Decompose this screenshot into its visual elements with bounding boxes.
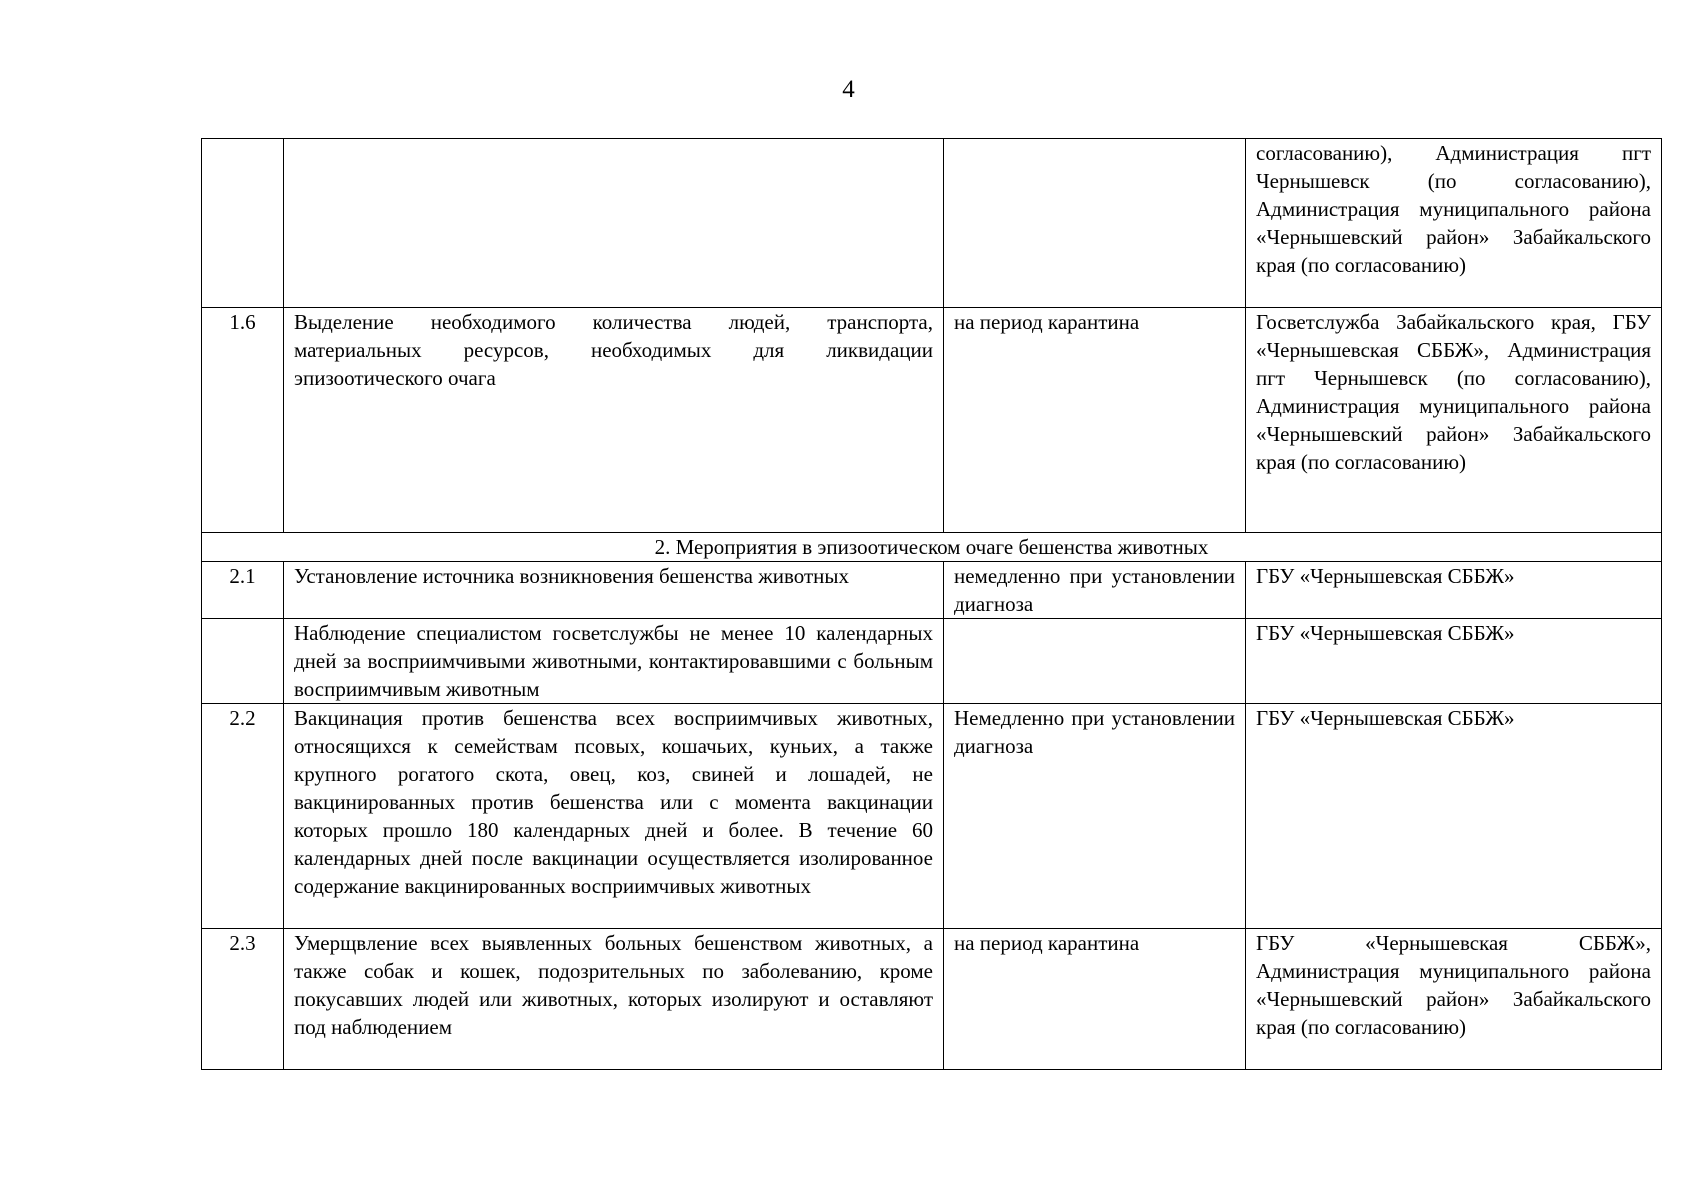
term-cell: немедленно при установлении диагноза xyxy=(944,562,1246,619)
responsible-cell: согласованию), Администрация пгт Чернышевск (по согласованию), Администрация муниципального района «Чернышевский район» Забайкальского края (по согласованию) xyxy=(1246,139,1662,308)
term-cell: на период карантина xyxy=(944,929,1246,1070)
table-row xyxy=(202,619,1662,704)
action-cell: Установление источника возникновения бешенства животных xyxy=(284,562,944,619)
responsible-cell: ГБУ «Чернышевская СББЖ» xyxy=(1246,562,1662,619)
responsible-cell: ГБУ «Чернышевская СББЖ» xyxy=(1246,619,1662,704)
row-number: 2.3 xyxy=(202,929,284,1070)
page-number: 4 xyxy=(842,76,855,103)
term-cell xyxy=(944,619,1246,704)
responsible-cell: ГБУ «Чернышевская СББЖ», Администрация муниципального района «Чернышевский район» Забайкальского края (по согласованию) xyxy=(1246,929,1662,1070)
table-row xyxy=(202,562,1662,619)
table-row xyxy=(202,139,1662,308)
section-row xyxy=(202,533,1662,562)
row-number xyxy=(202,139,284,308)
row-number xyxy=(202,619,284,704)
measures-table xyxy=(201,138,1662,1070)
action-cell: Выделение необходимого количества людей, транспорта, материальных ресурсов, необходимых для ликвидации эпизоотического очага xyxy=(284,308,944,533)
row-number: 2.2 xyxy=(202,704,284,929)
term-cell: Немедленно при установлении диагноза xyxy=(944,704,1246,929)
table-row xyxy=(202,929,1662,1070)
term-cell xyxy=(944,139,1246,308)
section-heading: 2. Мероприятия в эпизоотическом очаге бешенства животных xyxy=(202,533,1662,562)
responsible-cell: Госветслужба Забайкальского края, ГБУ «Чернышевская СББЖ», Администрация пгт Чернышевск (по согласованию), Администрация муниципального района «Чернышевский район» Забайкальского края (по согласованию) xyxy=(1246,308,1662,533)
term-cell: на период карантина xyxy=(944,308,1246,533)
table-row xyxy=(202,704,1662,929)
action-cell: Умерщвление всех выявленных больных бешенством животных, а также собак и кошек, подозрительных по заболеванию, кроме покусавших людей или животных, которых изолируют и оставляют под наблюдением xyxy=(284,929,944,1070)
row-number: 1.6 xyxy=(202,308,284,533)
action-cell: Вакцинация против бешенства всех восприимчивых животных, относящихся к семействам псовых, кошачьих, куньих, а также крупного рогатого скота, овец, коз, свиней и лошадей, не вакцинированных против бешенства или с момента вакцинации которых прошло 180 календарных дней и более. В течение 60 календарных дней после вакцинации осуществляется изолированное содержание вакцинированных восприимчивых животных xyxy=(284,704,944,929)
responsible-cell: ГБУ «Чернышевская СББЖ» xyxy=(1246,704,1662,929)
action-cell xyxy=(284,139,944,308)
row-number: 2.1 xyxy=(202,562,284,619)
table-row xyxy=(202,308,1662,533)
action-cell: Наблюдение специалистом госветслужбы не менее 10 календарных дней за восприимчивыми животными, контактировавшими с больным восприимчивым животным xyxy=(284,619,944,704)
